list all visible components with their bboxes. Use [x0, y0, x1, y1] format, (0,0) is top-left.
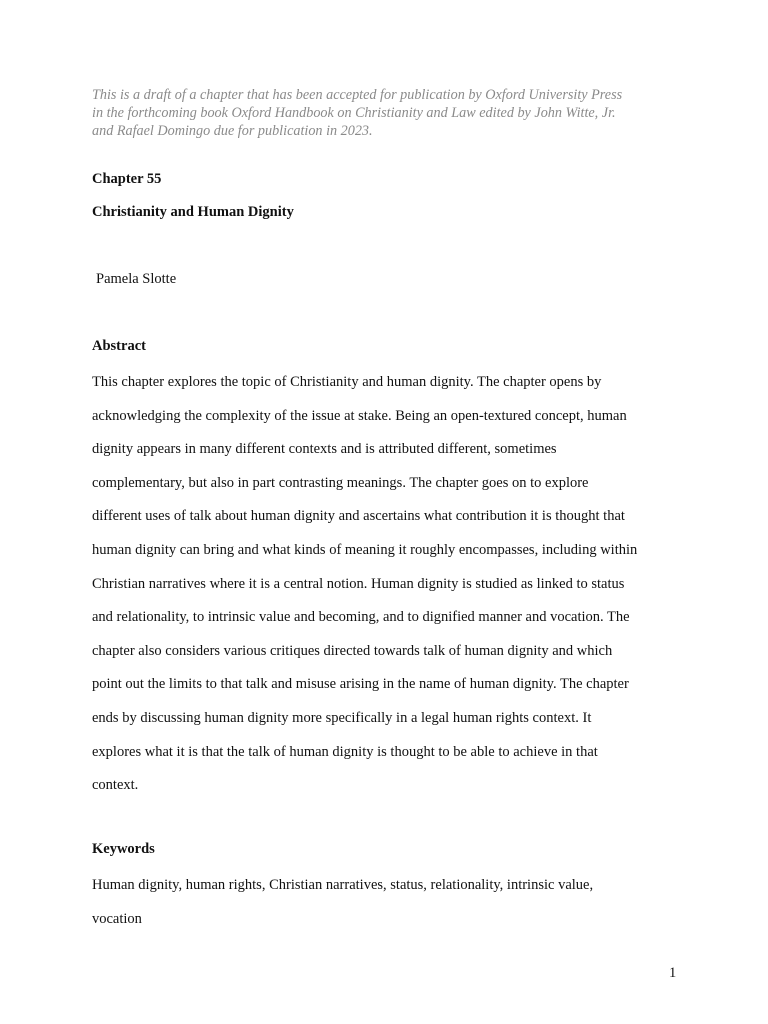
author-name: Pamela Slotte [96, 271, 177, 287]
keywords-line: vocation [92, 910, 142, 927]
abstract-line: human dignity can bring and what kinds of meaning it roughly encompasses, including within [92, 541, 638, 558]
keywords-line: Human dignity, human rights, Christian narratives, status, relationality, intrinsic value, [92, 877, 594, 893]
abstract-line: This chapter explores the topic of Christianity and human dignity. The chapter opens by [92, 374, 602, 390]
abstract-line: acknowledging the complexity of the issue at stake. Being an open-textured concept, human [92, 407, 627, 424]
draft-notice [92, 86, 692, 140]
abstract-line: point out the limits to that talk and misuse arising in the name of human dignity. The chapter [92, 676, 629, 693]
page-number: 1 [669, 965, 677, 981]
abstract-line: different uses of talk about human dignity and ascertains what contribution it is thought that [92, 508, 625, 525]
chapter-number: Chapter 55 [92, 171, 162, 187]
abstract-heading: Abstract [92, 338, 146, 354]
abstract-line: chapter also considers various critiques directed towards talk of human dignity and which [92, 642, 613, 659]
abstract-line: ends by discussing human dignity more specifically in a legal human rights context. It [92, 709, 592, 726]
abstract-line: complementary, but also in part contrasting meanings. The chapter goes on to explore [92, 474, 589, 491]
abstract-line: context. [92, 777, 139, 794]
draft-notice-line: and Rafael Domingo due for publication in 2023. [92, 123, 373, 139]
abstract-line: explores what it is that the talk of human dignity is thought to be able to achieve in that [92, 743, 598, 760]
keywords-body [92, 875, 692, 942]
abstract-line: dignity appears in many different contexts and is attributed different, sometimes [92, 441, 557, 458]
draft-notice-line: This is a draft of a chapter that has been accepted for publication by Oxford University Press [92, 87, 623, 103]
abstract-line: and relationality, to intrinsic value and becoming, and to dignified manner and vocation. The [92, 609, 630, 626]
chapter-title: Christianity and Human Dignity [92, 204, 294, 220]
abstract-line: Christian narratives where it is a central notion. Human dignity is studied as linked to status [92, 575, 625, 592]
draft-notice-line: in the forthcoming book Oxford Handbook on Christianity and Law edited by John Witte, Jr. [92, 105, 616, 121]
keywords-heading: Keywords [92, 841, 155, 857]
abstract-body [92, 372, 692, 809]
